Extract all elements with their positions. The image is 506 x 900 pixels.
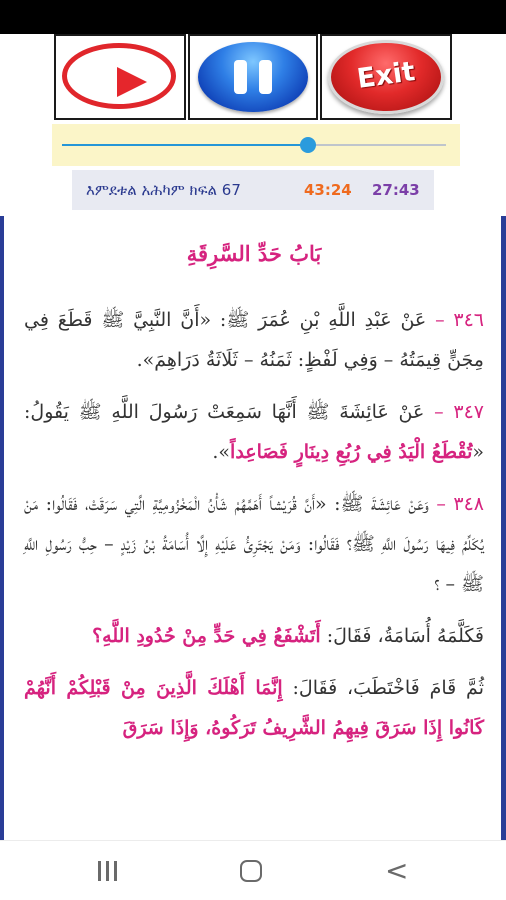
panel-right-border	[501, 216, 506, 840]
track-info-bar	[72, 170, 434, 210]
exit-icon	[328, 40, 444, 114]
pause-button[interactable]	[188, 34, 318, 120]
hadith-348	[24, 484, 484, 604]
hadith-text-end: ».	[212, 441, 231, 463]
total-time: 27:43	[372, 181, 420, 199]
pause-bar-left	[234, 60, 247, 94]
hadith-346	[24, 300, 484, 380]
elapsed-time: 43:24	[304, 181, 352, 199]
paragraph-quote: إِنَّمَا أَهْلَكَ الَّذِينَ مِنْ قَبْلِكُمْ أَنَّهُمْ كَانُوا إِذَا سَرَقَ فِيهِمُ الشَّرِيفُ تَرَكُوهُ، وَإِذَا سَرَقَ	[24, 677, 484, 739]
exit-button[interactable]	[320, 34, 452, 120]
exit-label: Exit	[355, 56, 417, 95]
paragraph-text: فَكَلَّمَهُ أُسَامَةُ، فَقَالَ:	[320, 625, 484, 647]
seek-progress	[62, 144, 308, 146]
home-icon[interactable]	[240, 860, 262, 882]
hadith-text: عَنْ عَائِشَةَ ﷺ أَنَّهَا سَمِعَتْ رَسُولَ اللَّهِ ﷺ يَقُولُ: «	[24, 401, 484, 463]
hadith-text: وَعَنْ عَائِشَةَ ﷺ: «أَنَّ قُرَيْشاً أَهَمَّهُمْ شَأْنُ الْمَخْزُومِيَّةِ الَّتِي سَرَقَتْ، فَقَالُوا: مَنْ يُكَلِّمُ فِيهَا رَسُولَ اللَّهِ ﷺ؟ فَقَالُوا: وَمَنْ يَجْتَرِئُ عَلَيْهِ إِلَّا أُسَامَةُ بْنُ زَيْدٍ – حِبُّ رَسُولِ اللَّهِ ﷺ – ؟	[24, 493, 484, 595]
play-triangle	[117, 67, 147, 97]
seek-thumb[interactable]	[300, 137, 316, 153]
seek-panel	[52, 124, 460, 166]
panel-left-border	[0, 216, 4, 840]
pause-bar-right	[259, 60, 272, 94]
system-nav-bar	[0, 840, 506, 900]
pause-icon	[198, 42, 308, 112]
hadith-347	[24, 392, 484, 472]
hadith-number: ٣٤٧ –	[434, 401, 484, 423]
arabic-text	[24, 216, 484, 760]
play-button[interactable]	[54, 34, 186, 120]
lesson-title: እምደቱል አሕካም ክፍል 67	[86, 181, 241, 199]
hadith-text: عَنْ عَبْدِ اللَّهِ بْنِ عُمَرَ ﷺ: «أَنَّ النَّبِيَّ ﷺ قَطَعَ فِي مِجَنٍّ قِيمَتُهُ – وَفِي لَفْظٍ: ثَمَنُهُ – ثَلَاثَةُ دَرَاهِمَ».	[24, 309, 484, 371]
paragraph-khutba	[24, 668, 484, 748]
hadith-quote: تُقْطَعُ الْيَدُ فِي رُبُعِ دِينَارٍ فَصَاعِداً	[230, 441, 473, 463]
seek-bar[interactable]	[62, 144, 446, 146]
hadith-number: ٣٤٨ –	[436, 493, 484, 515]
paragraph-text: ثُمَّ قَامَ فَاخْتَطَبَ، فَقَالَ:	[282, 677, 484, 699]
back-icon[interactable]: <	[385, 854, 409, 887]
chapter-title: بَابُ حَدِّ السَّرِقَةِ	[186, 241, 322, 266]
hadith-text-panel[interactable]	[0, 216, 506, 840]
paragraph-usama	[24, 616, 484, 656]
player-controls	[54, 34, 452, 120]
play-icon	[62, 43, 176, 109]
hadith-number: ٣٤٦ –	[435, 309, 484, 331]
paragraph-quote: أَتَشْفَعُ فِي حَدٍّ مِنْ حُدُودِ اللَّهِ؟	[92, 625, 321, 647]
status-bar	[0, 0, 506, 34]
recents-icon[interactable]	[98, 861, 122, 881]
